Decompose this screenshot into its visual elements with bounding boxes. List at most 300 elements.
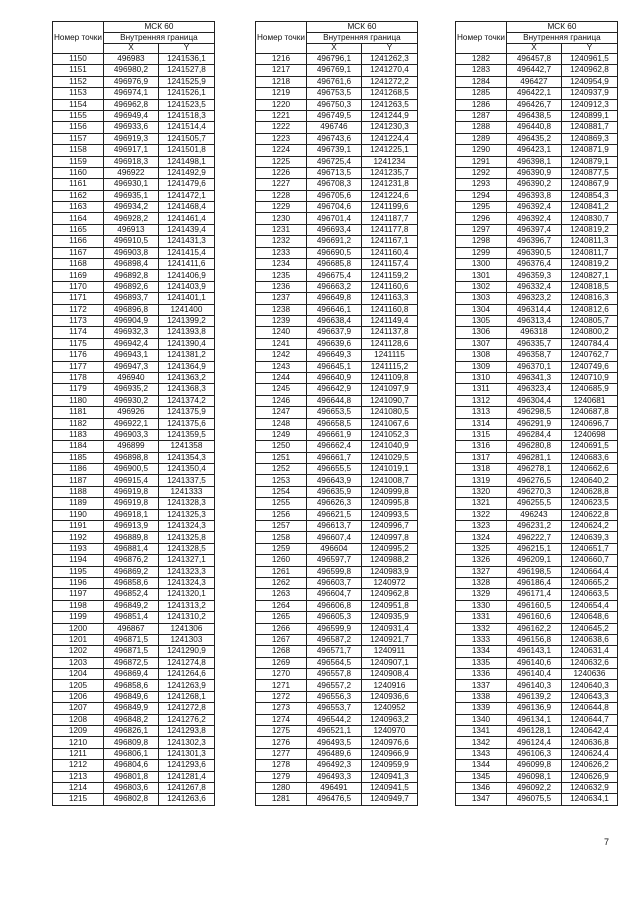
- y-coordinate: 1240710,9: [561, 372, 617, 383]
- x-coordinate: 496646,1: [306, 304, 361, 315]
- table-row: [53, 600, 215, 611]
- point-number: 1252: [256, 464, 307, 475]
- table-row: [53, 486, 215, 497]
- point-number: 1180: [53, 395, 104, 406]
- x-coordinate: 496871,5: [103, 634, 158, 645]
- y-coordinate: 1240993,5: [361, 509, 417, 520]
- x-coordinate: 496962,8: [103, 99, 158, 110]
- y-coordinate: 1241274,8: [158, 657, 214, 668]
- x-coordinate: 496849,6: [103, 691, 158, 702]
- y-coordinate: 1241109,8: [361, 372, 417, 383]
- point-number: 1221: [256, 110, 307, 121]
- y-coordinate: 1241157,4: [361, 259, 417, 270]
- table-row: [456, 395, 618, 406]
- x-coordinate: 496599,8: [306, 566, 361, 577]
- x-coordinate: 496341,3: [506, 372, 561, 383]
- y-coordinate: 1241052,3: [361, 429, 417, 440]
- y-coordinate: 1240952: [361, 703, 417, 714]
- table-row: [53, 372, 215, 383]
- x-header: X: [103, 44, 158, 54]
- x-coordinate: 496222,7: [506, 532, 561, 543]
- x-coordinate: 496231,2: [506, 521, 561, 532]
- table-row: [53, 737, 215, 748]
- table-row: [53, 532, 215, 543]
- x-coordinate: 496323,4: [506, 384, 561, 395]
- y-coordinate: 1240963,2: [361, 714, 417, 725]
- y-coordinate: 1240636: [561, 669, 617, 680]
- point-number: 1201: [53, 634, 104, 645]
- x-coordinate: 496705,6: [306, 190, 361, 201]
- y-coordinate: 1241518,3: [158, 110, 214, 121]
- y-coordinate: 1241128,6: [361, 338, 417, 349]
- boundary-header: Внутренняя граница: [103, 33, 214, 44]
- table-row: [256, 612, 418, 623]
- x-coordinate: 496947,3: [103, 361, 158, 372]
- point-number: 1341: [456, 726, 507, 737]
- y-coordinate: 1241406,9: [158, 270, 214, 281]
- x-coordinate: 496638,4: [306, 315, 361, 326]
- point-number: 1305: [456, 315, 507, 326]
- point-number: 1285: [456, 88, 507, 99]
- y-coordinate: 1241381,2: [158, 350, 214, 361]
- y-coordinate: 1241393,8: [158, 327, 214, 338]
- table-row: [53, 281, 215, 292]
- x-coordinate: 496427: [506, 76, 561, 87]
- point-number: 1202: [53, 646, 104, 657]
- x-coordinate: 496124,4: [506, 737, 561, 748]
- y-coordinate: 1240983,9: [361, 566, 417, 577]
- table-row: [53, 475, 215, 486]
- y-coordinate: 1241263,5: [361, 99, 417, 110]
- table-row: [53, 110, 215, 121]
- x-coordinate: 496390,2: [506, 179, 561, 190]
- point-number: 1262: [256, 577, 307, 588]
- y-coordinate: 1241306: [158, 623, 214, 634]
- y-coordinate: 1240961,5: [561, 54, 617, 65]
- x-coordinate: 496949,4: [103, 110, 158, 121]
- x-coordinate: 496903,8: [103, 247, 158, 258]
- y-coordinate: 1241525,9: [158, 76, 214, 87]
- table-row: [53, 338, 215, 349]
- x-coordinate: 496769,1: [306, 65, 361, 76]
- x-coordinate: 496398,1: [506, 156, 561, 167]
- x-coordinate: 496803,6: [103, 783, 158, 794]
- x-coordinate: 496876,2: [103, 555, 158, 566]
- table-row: [256, 657, 418, 668]
- point-number: 1236: [256, 281, 307, 292]
- boundary-header: Внутренняя граница: [306, 33, 417, 44]
- y-coordinate: 1241310,2: [158, 612, 214, 623]
- table-row: [53, 612, 215, 623]
- table-row: [256, 395, 418, 406]
- table-row: [53, 543, 215, 554]
- table-row: [256, 88, 418, 99]
- table-row: [456, 259, 618, 270]
- y-coordinate: 1240988,2: [361, 555, 417, 566]
- y-coordinate: 1241230,3: [361, 122, 417, 133]
- x-coordinate: 496796,1: [306, 54, 361, 65]
- point-number: 1269: [256, 657, 307, 668]
- point-number: 1345: [456, 771, 507, 782]
- y-coordinate: 1240683,6: [561, 452, 617, 463]
- point-number: 1343: [456, 748, 507, 759]
- y-coordinate: 1241325,3: [158, 509, 214, 520]
- x-coordinate: 496376,4: [506, 259, 561, 270]
- point-number: 1301: [456, 270, 507, 281]
- point-number: 1172: [53, 304, 104, 315]
- table-row: [456, 133, 618, 144]
- table-row: [256, 600, 418, 611]
- table-row: [53, 54, 215, 65]
- table-row: [53, 703, 215, 714]
- point-number: 1340: [456, 714, 507, 725]
- point-number: 1247: [256, 407, 307, 418]
- y-coordinate: 1240749,6: [561, 361, 617, 372]
- y-coordinate: 1240966,9: [361, 748, 417, 759]
- point-number: 1339: [456, 703, 507, 714]
- x-coordinate: 496644,8: [306, 395, 361, 406]
- x-coordinate: 496599,9: [306, 623, 361, 634]
- y-coordinate: 1240645,2: [561, 623, 617, 634]
- boundary-header: Внутренняя граница: [506, 33, 617, 44]
- x-coordinate: 496553,7: [306, 703, 361, 714]
- y-coordinate: 1240941,3: [361, 771, 417, 782]
- y-coordinate: 1241293,6: [158, 760, 214, 771]
- point-number: 1164: [53, 213, 104, 224]
- y-coordinate: 1240632,6: [561, 657, 617, 668]
- point-number: 1154: [53, 99, 104, 110]
- point-number: 1150: [53, 54, 104, 65]
- y-coordinate: 1241461,4: [158, 213, 214, 224]
- x-coordinate: 496556,3: [306, 691, 361, 702]
- x-coordinate: 496313,4: [506, 315, 561, 326]
- table-row: [53, 156, 215, 167]
- y-coordinate: 1240959,9: [361, 760, 417, 771]
- point-number: 1187: [53, 475, 104, 486]
- y-coordinate: 1240648,6: [561, 612, 617, 623]
- table-row: [53, 202, 215, 213]
- y-coordinate: 1240800,2: [561, 327, 617, 338]
- coordinate-system-header: МСК 60: [506, 22, 617, 33]
- y-coordinate: 1241268,5: [361, 88, 417, 99]
- y-coordinate: 1240936,6: [361, 691, 417, 702]
- x-coordinate: 496749,5: [306, 110, 361, 121]
- table-row: [256, 156, 418, 167]
- table-row: [456, 714, 618, 725]
- point-number: 1232: [256, 236, 307, 247]
- point-number: 1273: [256, 703, 307, 714]
- x-coordinate: 496607,4: [306, 532, 361, 543]
- y-coordinate: 1240931,4: [361, 623, 417, 634]
- table-row: [256, 190, 418, 201]
- y-coordinate: 1241019,1: [361, 464, 417, 475]
- x-coordinate: 496904,9: [103, 315, 158, 326]
- point-number: 1210: [53, 737, 104, 748]
- table-row: [53, 350, 215, 361]
- y-coordinate: 1240812,6: [561, 304, 617, 315]
- x-coordinate: 496291,9: [506, 418, 561, 429]
- x-coordinate: 496491: [306, 783, 361, 794]
- table-row: [53, 760, 215, 771]
- table-row: [456, 703, 618, 714]
- x-coordinate: 496209,1: [506, 555, 561, 566]
- point-number: 1163: [53, 202, 104, 213]
- point-number: 1342: [456, 737, 507, 748]
- point-number: 1265: [256, 612, 307, 623]
- table-row: [53, 748, 215, 759]
- point-number: 1193: [53, 543, 104, 554]
- table-row: [53, 88, 215, 99]
- table-row: [456, 669, 618, 680]
- table-row: [256, 577, 418, 588]
- y-coordinate: 1241187,7: [361, 213, 417, 224]
- x-coordinate: 496690,5: [306, 247, 361, 258]
- point-number-header: Номер точки: [456, 22, 507, 54]
- point-number: 1249: [256, 429, 307, 440]
- point-number: 1188: [53, 486, 104, 497]
- x-coordinate: 496802,8: [103, 794, 158, 805]
- point-number: 1240: [256, 327, 307, 338]
- x-coordinate: 496298,5: [506, 407, 561, 418]
- x-coordinate: 496918,3: [103, 156, 158, 167]
- table-row: [53, 133, 215, 144]
- table-row: [456, 247, 618, 258]
- table-row: [256, 213, 418, 224]
- point-number: 1159: [53, 156, 104, 167]
- y-coordinate: 1240644,7: [561, 714, 617, 725]
- point-number: 1260: [256, 555, 307, 566]
- table-row: [256, 224, 418, 235]
- point-number: 1318: [456, 464, 507, 475]
- table-row: [456, 179, 618, 190]
- y-coordinate: 1241199,6: [361, 202, 417, 213]
- point-number: 1228: [256, 190, 307, 201]
- table-row: [53, 327, 215, 338]
- y-coordinate: 1240762,7: [561, 350, 617, 361]
- table-row: [256, 384, 418, 395]
- y-coordinate: 1241262,3: [361, 54, 417, 65]
- x-coordinate: 496761,6: [306, 76, 361, 87]
- table-row: [53, 726, 215, 737]
- table-row: [53, 418, 215, 429]
- x-coordinate: 496160,5: [506, 600, 561, 611]
- table-row: [256, 99, 418, 110]
- table-row: [456, 54, 618, 65]
- table-row: [53, 247, 215, 258]
- point-number: 1168: [53, 259, 104, 270]
- point-number: 1300: [456, 259, 507, 270]
- table-row: [256, 589, 418, 600]
- point-number: 1200: [53, 623, 104, 634]
- point-number: 1158: [53, 145, 104, 156]
- y-coordinate: 1240867,9: [561, 179, 617, 190]
- x-coordinate: 496858,6: [103, 577, 158, 588]
- point-number: 1296: [456, 213, 507, 224]
- table-row: [53, 304, 215, 315]
- x-coordinate: 496852,4: [103, 589, 158, 600]
- table-row: [456, 760, 618, 771]
- point-number: 1218: [256, 76, 307, 87]
- x-coordinate: 496557,8: [306, 669, 361, 680]
- y-coordinate: 1241492,9: [158, 167, 214, 178]
- point-number: 1174: [53, 327, 104, 338]
- y-coordinate: 1240871,9: [561, 145, 617, 156]
- x-coordinate: 496930,2: [103, 395, 158, 406]
- y-coordinate: 1241333: [158, 486, 214, 497]
- x-coordinate: 496597,7: [306, 555, 361, 566]
- table-row: [256, 372, 418, 383]
- table-row: [456, 270, 618, 281]
- x-coordinate: 496140,4: [506, 669, 561, 680]
- y-coordinate: 1241160,4: [361, 247, 417, 258]
- x-coordinate: 496304,4: [506, 395, 561, 406]
- point-number: 1319: [456, 475, 507, 486]
- x-coordinate: 496739,1: [306, 145, 361, 156]
- y-coordinate: 1240995,8: [361, 498, 417, 509]
- table-row: [456, 293, 618, 304]
- x-coordinate: 496397,4: [506, 224, 561, 235]
- table-row: [256, 566, 418, 577]
- y-coordinate: 1241268,1: [158, 691, 214, 702]
- table-row: [456, 190, 618, 201]
- x-coordinate: 496919,8: [103, 498, 158, 509]
- x-coordinate: 496900,5: [103, 464, 158, 475]
- x-coordinate: 496645,1: [306, 361, 361, 372]
- point-number-header: Номер точки: [256, 22, 307, 54]
- y-coordinate: 1240816,3: [561, 293, 617, 304]
- point-number: 1237: [256, 293, 307, 304]
- point-number: 1322: [456, 509, 507, 520]
- table-row: [53, 589, 215, 600]
- x-coordinate: 496746: [306, 122, 361, 133]
- y-coordinate: 1240691,5: [561, 441, 617, 452]
- point-number: 1323: [456, 521, 507, 532]
- x-coordinate: 496392,4: [506, 213, 561, 224]
- y-coordinate: 1240624,2: [561, 521, 617, 532]
- y-coordinate: 1240908,4: [361, 669, 417, 680]
- table-row: [53, 293, 215, 304]
- table-row: [256, 726, 418, 737]
- point-number-header: Номер точки: [53, 22, 104, 54]
- point-number: 1219: [256, 88, 307, 99]
- point-number: 1267: [256, 634, 307, 645]
- point-number: 1173: [53, 315, 104, 326]
- x-coordinate: 496935,2: [103, 384, 158, 395]
- y-coordinate: 1240911: [361, 646, 417, 657]
- table-row: [456, 441, 618, 452]
- y-coordinate: 1241272,8: [158, 703, 214, 714]
- point-number: 1276: [256, 737, 307, 748]
- table-row: [256, 167, 418, 178]
- x-coordinate: 496898,8: [103, 452, 158, 463]
- table-row: [53, 441, 215, 452]
- y-coordinate: 1241303: [158, 634, 214, 645]
- x-coordinate: 496128,1: [506, 726, 561, 737]
- y-coordinate: 1241090,7: [361, 395, 417, 406]
- x-coordinate: 496606,8: [306, 600, 361, 611]
- x-coordinate: 496913: [103, 224, 158, 235]
- table-row: [53, 634, 215, 645]
- table-row: [256, 464, 418, 475]
- y-coordinate: 1240818,5: [561, 281, 617, 292]
- x-coordinate: 496983: [103, 54, 158, 65]
- point-number: 1316: [456, 441, 507, 452]
- y-coordinate: 1241276,2: [158, 714, 214, 725]
- point-number: 1213: [53, 771, 104, 782]
- table-row: [456, 634, 618, 645]
- point-number: 1233: [256, 247, 307, 258]
- y-coordinate: 1240937,9: [561, 88, 617, 99]
- point-number: 1212: [53, 760, 104, 771]
- point-number: 1335: [456, 657, 507, 668]
- x-coordinate: 496613,7: [306, 521, 361, 532]
- y-coordinate: 1240643,3: [561, 691, 617, 702]
- table-row: [256, 259, 418, 270]
- x-coordinate: 496358,7: [506, 350, 561, 361]
- table-row: [53, 99, 215, 110]
- table-row: [53, 270, 215, 281]
- point-number: 1184: [53, 441, 104, 452]
- y-coordinate: 1241301,3: [158, 748, 214, 759]
- table-row: [456, 156, 618, 167]
- x-coordinate: 496892,6: [103, 281, 158, 292]
- y-coordinate: 1241270,4: [361, 65, 417, 76]
- point-number: 1255: [256, 498, 307, 509]
- point-number: 1315: [456, 429, 507, 440]
- y-coordinate: 1241224,6: [361, 190, 417, 201]
- y-coordinate: 1240651,7: [561, 543, 617, 554]
- x-coordinate: 496649,3: [306, 350, 361, 361]
- point-number: 1230: [256, 213, 307, 224]
- y-coordinate: 1240916: [361, 680, 417, 691]
- point-number: 1328: [456, 577, 507, 588]
- table-row: [256, 350, 418, 361]
- table-row: [256, 521, 418, 532]
- point-number: 1268: [256, 646, 307, 657]
- point-number: 1197: [53, 589, 104, 600]
- y-coordinate: 1240784,4: [561, 338, 617, 349]
- y-coordinate: 1241358: [158, 441, 214, 452]
- point-number: 1258: [256, 532, 307, 543]
- table-row: [456, 748, 618, 759]
- x-coordinate: 496942,4: [103, 338, 158, 349]
- point-number: 1167: [53, 247, 104, 258]
- x-coordinate: 496976,9: [103, 76, 158, 87]
- y-coordinate: 1240970: [361, 726, 417, 737]
- y-coordinate: 1241354,3: [158, 452, 214, 463]
- table-row: [256, 202, 418, 213]
- point-number: 1310: [456, 372, 507, 383]
- x-coordinate: 496423,1: [506, 145, 561, 156]
- x-coordinate: 496587,2: [306, 634, 361, 645]
- y-coordinate: 1241080,5: [361, 407, 417, 418]
- point-number: 1279: [256, 771, 307, 782]
- x-coordinate: 496098,1: [506, 771, 561, 782]
- table-row: [456, 521, 618, 532]
- point-number: 1171: [53, 293, 104, 304]
- table-row: [256, 760, 418, 771]
- point-number: 1223: [256, 133, 307, 144]
- point-number: 1257: [256, 521, 307, 532]
- point-number: 1303: [456, 293, 507, 304]
- table-row: [456, 384, 618, 395]
- point-number: 1272: [256, 691, 307, 702]
- point-number: 1182: [53, 418, 104, 429]
- point-number: 1166: [53, 236, 104, 247]
- x-coordinate: 496140,6: [506, 657, 561, 668]
- point-number: 1311: [456, 384, 507, 395]
- y-coordinate: 1240995,2: [361, 543, 417, 554]
